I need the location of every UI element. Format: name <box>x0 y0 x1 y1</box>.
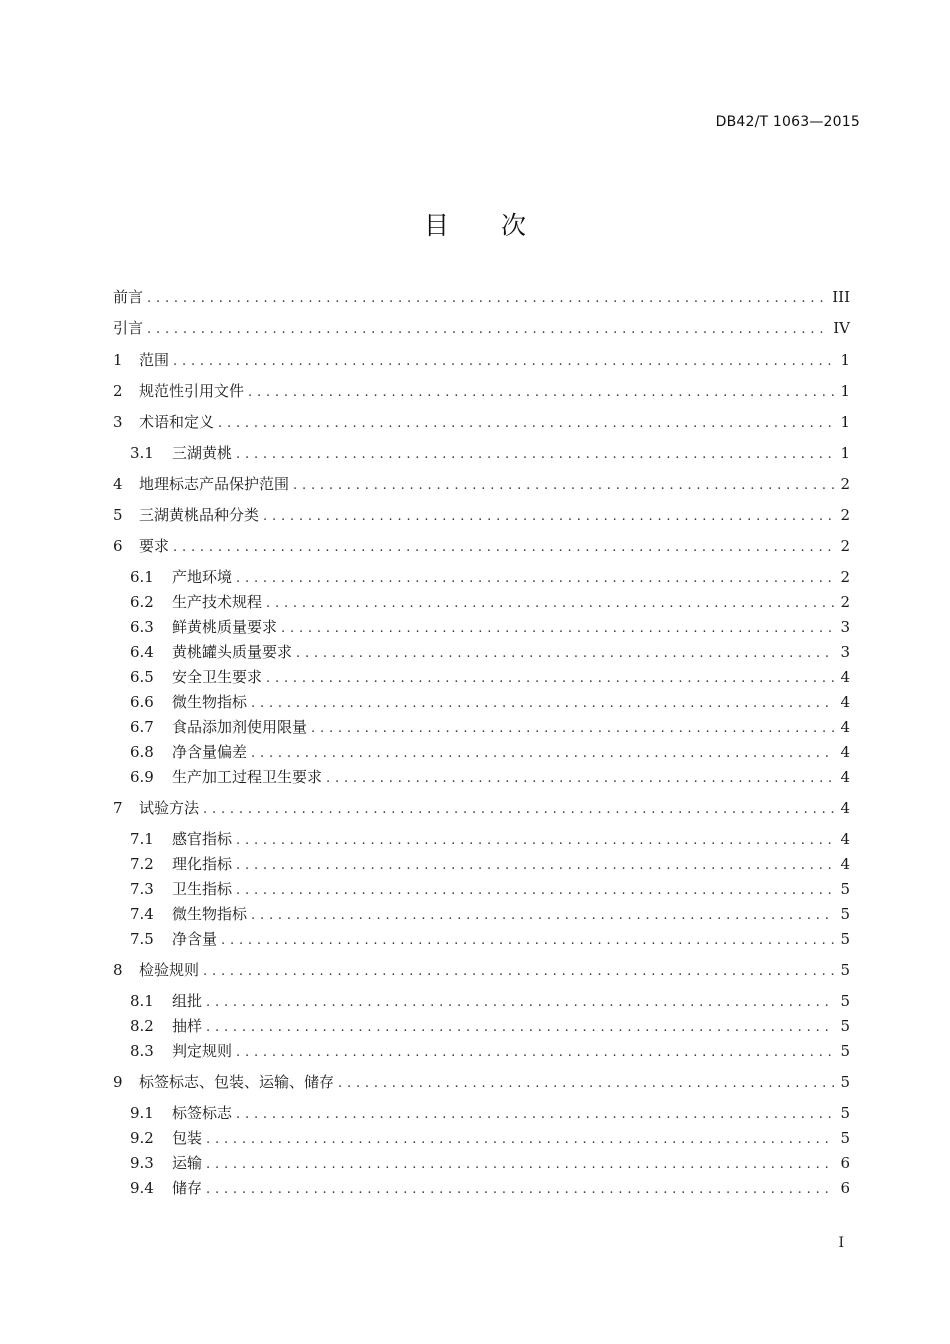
toc-entry[interactable] <box>113 316 850 340</box>
toc-entry-number: 7.5 <box>130 930 154 948</box>
toc-entry-label: 范围 <box>139 351 170 369</box>
toc-entry-number: 8 <box>113 961 123 979</box>
toc-entry-page: 4 <box>840 668 850 686</box>
dot-leader <box>293 472 834 496</box>
toc-entry-number: 5 <box>113 506 123 524</box>
dot-leader <box>203 796 834 820</box>
toc-entry-page: 4 <box>840 768 850 786</box>
toc-entry-number: 1 <box>113 351 123 369</box>
toc-subentry[interactable] <box>130 1039 850 1063</box>
dot-leader <box>296 640 834 664</box>
toc-entry-label: 食品添加剂使用限量 <box>172 718 308 736</box>
standard-code: DB42/T 1063—2015 <box>715 114 860 130</box>
toc-entry-page: 2 <box>840 537 850 555</box>
dot-leader <box>338 1070 834 1094</box>
toc-entry-number: 3 <box>113 413 123 431</box>
toc-entry-page: 5 <box>840 1017 850 1035</box>
title-char-1: 目 <box>423 211 449 240</box>
toc-entry-label: 黄桃罐头质量要求 <box>172 643 293 661</box>
toc-entry-number: 4 <box>113 475 123 493</box>
toc-subentry[interactable] <box>130 902 850 926</box>
toc-entry-number: 7.1 <box>130 830 154 848</box>
toc-entry-label: 要求 <box>139 537 170 555</box>
toc-entry-number: 7.2 <box>130 855 154 873</box>
toc-subentry[interactable] <box>130 690 850 714</box>
toc-entry-number: 2 <box>113 382 123 400</box>
toc-entry-page: 4 <box>840 799 850 817</box>
dot-leader <box>251 902 834 926</box>
toc-entry-label: 安全卫生要求 <box>172 668 263 686</box>
toc-subentry[interactable] <box>130 852 850 876</box>
toc-entry-label: 运输 <box>172 1154 203 1172</box>
toc-entry[interactable] <box>113 410 850 434</box>
dot-leader <box>266 665 834 689</box>
toc-entry-number: 6.4 <box>130 643 154 661</box>
toc-entry-number: 9.3 <box>130 1154 154 1172</box>
dot-leader <box>221 927 834 951</box>
toc-entry-page: 4 <box>840 718 850 736</box>
toc-entry-label: 微生物指标 <box>172 905 248 923</box>
toc-entry-label: 感官指标 <box>172 830 233 848</box>
toc-entry-number: 6.6 <box>130 693 154 711</box>
toc-subentry[interactable] <box>130 1176 850 1200</box>
toc-entry-page: 5 <box>840 1104 850 1122</box>
toc-entry-page: 2 <box>840 475 850 493</box>
toc-entry-page: 4 <box>840 830 850 848</box>
toc-entry-number: 9.1 <box>130 1104 154 1122</box>
dot-leader <box>218 410 834 434</box>
toc-entry[interactable] <box>113 534 850 558</box>
toc-entry[interactable] <box>113 285 850 309</box>
toc-entry-number: 3.1 <box>130 444 154 462</box>
toc-entry-page: 3 <box>840 643 850 661</box>
dot-leader <box>236 827 834 851</box>
toc-entry-label: 组批 <box>172 992 203 1010</box>
toc-entry-number: 6.9 <box>130 768 154 786</box>
toc-entry-number: 6.2 <box>130 593 154 611</box>
toc-entry-page: 4 <box>840 693 850 711</box>
dot-leader <box>326 765 834 789</box>
dot-leader <box>203 958 834 982</box>
toc-subentry[interactable] <box>130 640 850 664</box>
toc-entry-page: 3 <box>840 618 850 636</box>
toc-entry-page: 5 <box>840 1042 850 1060</box>
toc-entry-label: 生产技术规程 <box>172 593 263 611</box>
toc-entry-label: 检验规则 <box>139 961 200 979</box>
toc-entry-page: IV <box>833 319 850 337</box>
toc-entry-number: 6.8 <box>130 743 154 761</box>
toc-entry-label: 标签标志、包装、运输、储存 <box>139 1073 335 1091</box>
toc-entry-label: 生产加工过程卫生要求 <box>172 768 323 786</box>
toc-entry-label: 三湖黄桃品种分类 <box>139 506 260 524</box>
toc-entry-number: 8.1 <box>130 992 154 1010</box>
toc-entry-label: 前言 <box>113 288 144 306</box>
toc-entry[interactable] <box>113 472 850 496</box>
dot-leader <box>236 852 834 876</box>
toc-entry-number: 6.7 <box>130 718 154 736</box>
toc-entry-page: 5 <box>840 905 850 923</box>
title-char-2: 次 <box>501 211 527 240</box>
dot-leader <box>173 534 834 558</box>
toc-subentry[interactable] <box>130 827 850 851</box>
toc-entry-label: 判定规则 <box>172 1042 233 1060</box>
toc-entry-label: 标签标志 <box>172 1104 233 1122</box>
dot-leader <box>206 1014 834 1038</box>
toc-entry-label: 试验方法 <box>139 799 200 817</box>
toc-entry-page: 1 <box>840 382 850 400</box>
toc-subentry[interactable] <box>130 877 850 901</box>
toc-subentry[interactable] <box>130 715 850 739</box>
dot-leader <box>311 715 834 739</box>
page-title <box>0 206 950 242</box>
toc-entry[interactable] <box>113 348 850 372</box>
toc-entry-label: 规范性引用文件 <box>139 382 245 400</box>
toc-entry-page: 2 <box>840 506 850 524</box>
toc-entry-label: 地理标志产品保护范围 <box>139 475 290 493</box>
toc-entry-number: 6.5 <box>130 668 154 686</box>
toc-entry-number: 7.3 <box>130 880 154 898</box>
toc-entry[interactable] <box>113 379 850 403</box>
toc-subentry[interactable] <box>130 740 850 764</box>
toc-entry-label: 净含量偏差 <box>172 743 248 761</box>
toc-subentry[interactable] <box>130 441 850 465</box>
dot-leader <box>147 316 827 340</box>
toc-entry-page: 6 <box>840 1179 850 1197</box>
toc-entry-page: 6 <box>840 1154 850 1172</box>
toc-entry-label: 卫生指标 <box>172 880 233 898</box>
toc-entry-page: 5 <box>840 880 850 898</box>
toc-subentry[interactable] <box>130 615 850 639</box>
toc-subentry[interactable] <box>130 1126 850 1150</box>
toc-subentry[interactable] <box>130 989 850 1013</box>
toc-entry-label: 理化指标 <box>172 855 233 873</box>
dot-leader <box>236 441 834 465</box>
toc-subentry[interactable] <box>130 1151 850 1175</box>
toc-entry[interactable] <box>113 503 850 527</box>
toc-entry-number: 8.3 <box>130 1042 154 1060</box>
toc-entry-page: 1 <box>840 413 850 431</box>
toc-entry-page: 5 <box>840 1073 850 1091</box>
dot-leader <box>251 740 834 764</box>
dot-leader <box>147 285 826 309</box>
toc-entry-label: 引言 <box>113 319 144 337</box>
toc-subentry[interactable] <box>130 765 850 789</box>
toc-entry-label: 微生物指标 <box>172 693 248 711</box>
toc-entry-page: 1 <box>840 444 850 462</box>
toc-entry-label: 储存 <box>172 1179 203 1197</box>
dot-leader <box>248 379 834 403</box>
toc-entry-page: 5 <box>840 930 850 948</box>
toc-entry-page: 5 <box>840 961 850 979</box>
dot-leader <box>236 1101 834 1125</box>
toc-entry-page: 4 <box>840 743 850 761</box>
toc-entry-page: III <box>832 288 850 306</box>
toc-entry-label: 抽样 <box>172 1017 203 1035</box>
toc-entry[interactable] <box>113 1070 850 1094</box>
toc-entry[interactable] <box>113 796 850 820</box>
toc-entry-number: 7 <box>113 799 123 817</box>
dot-leader <box>251 690 834 714</box>
toc-subentry[interactable] <box>130 1014 850 1038</box>
toc-entry-label: 包装 <box>172 1129 203 1147</box>
dot-leader <box>236 1039 834 1063</box>
toc-entry-label: 鲜黄桃质量要求 <box>172 618 278 636</box>
dot-leader <box>206 1151 834 1175</box>
dot-leader <box>206 1126 834 1150</box>
toc-entry-number: 8.2 <box>130 1017 154 1035</box>
dot-leader <box>236 877 834 901</box>
toc-entry-number: 9.2 <box>130 1129 154 1147</box>
toc-entry-label: 三湖黄桃 <box>172 444 233 462</box>
toc-subentry[interactable] <box>130 927 850 951</box>
dot-leader <box>263 503 834 527</box>
toc-subentry[interactable] <box>130 565 850 589</box>
toc-entry-page: 2 <box>840 593 850 611</box>
toc-entry-label: 术语和定义 <box>139 413 215 431</box>
toc-entry-page: 2 <box>840 568 850 586</box>
dot-leader <box>206 989 834 1013</box>
toc-entry-page: 1 <box>840 351 850 369</box>
toc-subentry[interactable] <box>130 665 850 689</box>
toc-entry-number: 6 <box>113 537 123 555</box>
toc-entry-label: 净含量 <box>172 930 218 948</box>
toc-entry-number: 9 <box>113 1073 123 1091</box>
footer-page-number: I <box>838 1235 844 1251</box>
toc-entry-number: 6.3 <box>130 618 154 636</box>
toc-entry-page: 5 <box>840 1129 850 1147</box>
dot-leader <box>173 348 834 372</box>
toc-entry-number: 9.4 <box>130 1179 154 1197</box>
toc-entry-label: 产地环境 <box>172 568 233 586</box>
dot-leader <box>266 590 834 614</box>
toc-entry[interactable] <box>113 958 850 982</box>
toc-entry-page: 5 <box>840 992 850 1010</box>
toc-subentry[interactable] <box>130 1101 850 1125</box>
dot-leader <box>236 565 834 589</box>
toc-entry-page: 4 <box>840 855 850 873</box>
dot-leader <box>206 1176 834 1200</box>
dot-leader <box>281 615 834 639</box>
toc-entry-number: 6.1 <box>130 568 154 586</box>
toc-subentry[interactable] <box>130 590 850 614</box>
toc-entry-number: 7.4 <box>130 905 154 923</box>
